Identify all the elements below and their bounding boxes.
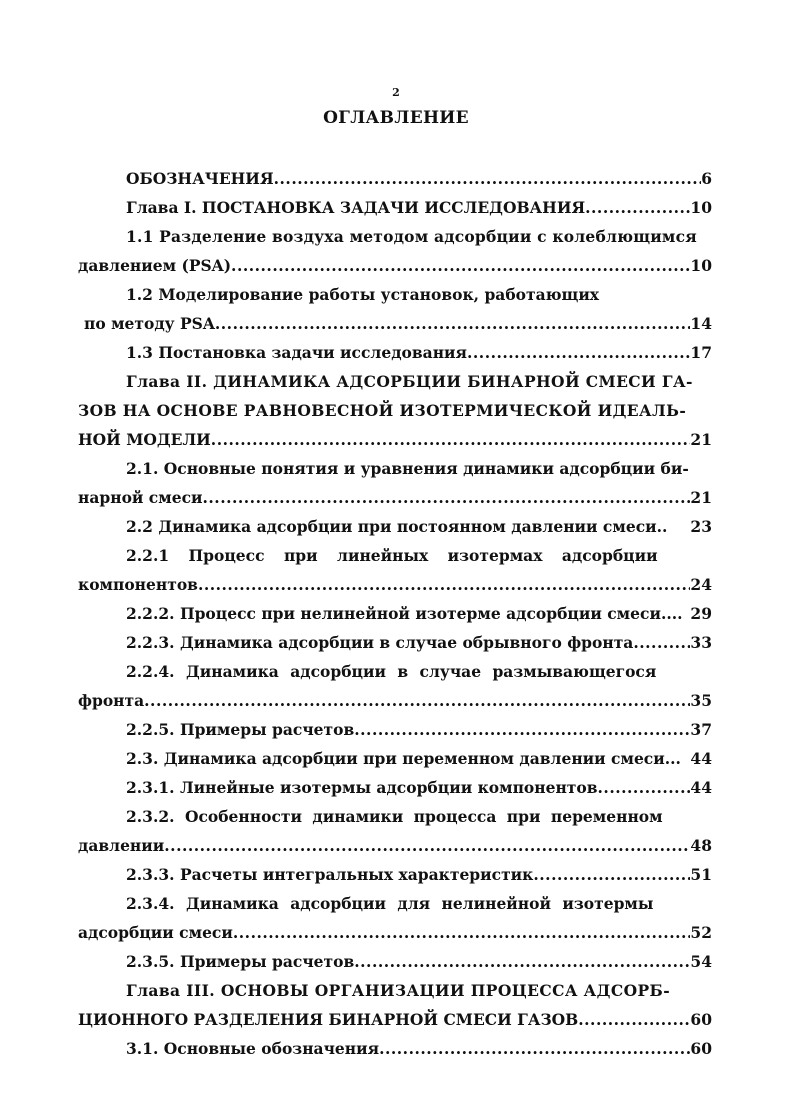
- toc-entry-chapter-2-line2: ЗОВ НА ОСНОВЕ РАВНОВЕСНОЙ ИЗОТЕРМИЧЕСКОЙ ИДЕАЛЬ-: [78, 401, 687, 420]
- toc-entry-2-3-4-line1: 2.3.4. Динамика адсорбции для нелинейной изотермы: [126, 894, 654, 913]
- toc-leader-dots: [144, 691, 690, 711]
- toc-entry-text: 2.3.5. Примеры расчетов: [126, 952, 355, 971]
- toc-leader-dots: [198, 575, 690, 595]
- toc-entry-text: давлением (PSA): [78, 256, 232, 275]
- toc-entry-1-3: [126, 343, 712, 363]
- toc-entry-page: 51: [690, 865, 712, 884]
- toc-entry-2-3-2: [78, 836, 712, 856]
- toc-entry-2-3: [126, 749, 712, 769]
- toc-entry-page: 21: [690, 488, 712, 507]
- toc-entry-2-2-1-line1: 2.2.1 Процесс при линейных изотермах адсорбции: [126, 546, 658, 565]
- toc-entry-text: нарной смеси: [78, 488, 203, 507]
- toc-entry-1-2-line1: 1.2 Моделирование работы установок, работающих: [126, 285, 600, 304]
- toc-entry-page: 10: [690, 198, 712, 217]
- toc-entry-2-2-5: [126, 720, 712, 740]
- toc-entry-text: 2.3.1. Линейные изотермы адсорбции компонентов: [126, 778, 598, 797]
- toc-leader-dots: [215, 314, 691, 334]
- toc-entry-2-3-5: [126, 952, 712, 972]
- toc-entry-notation: [126, 169, 712, 189]
- toc-entry-text: 2.2 Динамика адсорбции при постоянном давлении смеси..: [126, 517, 668, 536]
- toc-entry-text: 2.2.5. Примеры расчетов: [126, 720, 355, 739]
- page-title: ОГЛАВЛЕНИЕ: [323, 108, 469, 128]
- toc-entry-page: 54: [690, 952, 712, 971]
- toc-entry-page: 60: [690, 1039, 712, 1058]
- toc-entry-page: 37: [690, 720, 712, 739]
- toc-entry-chapter-3: [78, 1010, 712, 1030]
- toc-leader-dots: [578, 1010, 690, 1030]
- toc-leader-dots: [633, 633, 690, 653]
- toc-entry-text: 2.3.3. Расчеты интегральных характеристик: [126, 865, 534, 884]
- toc-entry-page: 44: [690, 778, 712, 797]
- toc-leader-dots: [379, 1039, 690, 1059]
- toc-entry-chapter-2: [78, 430, 712, 450]
- toc-entry-text: НОЙ МОДЕЛИ: [78, 430, 211, 449]
- toc-entry-text: Глава I. ПОСТАНОВКА ЗАДАЧИ ИССЛЕДОВАНИЯ: [126, 198, 586, 217]
- toc-entry-text: по методу PSA: [84, 314, 215, 333]
- toc-entry-2-2-2: [126, 604, 712, 624]
- toc-entry-page: 24: [690, 575, 712, 594]
- toc-leader-dots: [354, 952, 690, 972]
- toc-entry-chapter-3-line1: Глава III. ОСНОВЫ ОРГАНИЗАЦИИ ПРОЦЕССА АДСОРБ-: [126, 981, 671, 1000]
- toc-entry-page: 44: [690, 749, 712, 768]
- toc-entry-page: 60: [690, 1010, 712, 1029]
- toc-entry-text: 3.1. Основные обозначения: [126, 1039, 380, 1058]
- toc-leader-dots: [274, 169, 702, 189]
- toc-entry-page: 14: [690, 314, 712, 333]
- toc-leader-dots: [164, 836, 690, 856]
- toc-leader-dots: [233, 923, 691, 943]
- toc-entry-3-1: [126, 1039, 712, 1059]
- toc-leader-dots: [231, 256, 690, 276]
- toc-entry-chapter-1: [126, 198, 712, 218]
- toc-entry-text: ЦИОННОГО РАЗДЕЛЕНИЯ БИНАРНОЙ СМЕСИ ГАЗОВ: [78, 1010, 579, 1029]
- toc-leader-dots: [211, 430, 691, 450]
- toc-entry-text: ОБОЗНАЧЕНИЯ: [126, 169, 274, 188]
- toc-entry-2-1-line1: 2.1. Основные понятия и уравнения динамики адсорбции би-: [126, 459, 689, 478]
- toc-entry-page: 33: [690, 633, 712, 652]
- toc-entry-2-1: [78, 488, 712, 508]
- toc-leader-dots: [533, 865, 690, 885]
- toc-entry-text: 2.2.3. Динамика адсорбции в случае обрывного фронта: [126, 633, 634, 652]
- toc-entry-2-3-2-line1: 2.3.2. Особенности динамики процесса при переменном: [126, 807, 663, 826]
- toc-entry-text: 2.2.2. Процесс при нелинейной изотерме адсорбции смеси....: [126, 604, 683, 623]
- toc-entry-page: 10: [690, 256, 712, 275]
- toc-entry-2-3-3: [126, 865, 712, 885]
- toc-entry-text: давлении: [78, 836, 165, 855]
- toc-entry-page: 21: [690, 430, 712, 449]
- toc-entry-page: 23: [690, 517, 712, 536]
- toc-entry-page: 52: [690, 923, 712, 942]
- toc-leader-dots: [467, 343, 690, 363]
- toc-entry-text: 1.3 Постановка задачи исследования: [126, 343, 467, 362]
- page-number: 2: [392, 86, 400, 99]
- toc-entry-2-3-4: [78, 923, 712, 943]
- toc-entry-text: адсорбции смеси: [78, 923, 233, 942]
- toc-entry-text: 2.3. Динамика адсорбции при переменном давлении смеси...: [126, 749, 681, 768]
- toc-leader-dots: [354, 720, 690, 740]
- toc-entry-1-1: [78, 256, 712, 276]
- toc-entry-2-2-1: [78, 575, 712, 595]
- toc-leader-dots: [585, 198, 690, 218]
- toc-entry-page: 48: [690, 836, 712, 855]
- toc-entry-text: фронта: [78, 691, 145, 710]
- toc-entry-2-2-4: [78, 691, 712, 711]
- toc-entry-page: 35: [690, 691, 712, 710]
- toc-entry-chapter-2-line1: Глава II. ДИНАМИКА АДСОРБЦИИ БИНАРНОЙ СМЕСИ ГА-: [126, 372, 693, 391]
- toc-entry-page: 17: [690, 343, 712, 362]
- toc-entry-2-3-1: [126, 778, 712, 798]
- toc-entry-1-1-line1: 1.1 Разделение воздуха методом адсорбции с колеблющимся: [126, 227, 697, 246]
- toc-entry-2-2: [126, 517, 712, 537]
- toc-entry-page: 29: [690, 604, 712, 623]
- toc-entry-2-2-4-line1: 2.2.4. Динамика адсорбции в случае размывающегося: [126, 662, 657, 681]
- toc-entry-2-2-3: [126, 633, 712, 653]
- toc-entry-text: компонентов: [78, 575, 198, 594]
- toc-leader-dots: [203, 488, 691, 508]
- toc-leader-dots: [598, 778, 691, 798]
- toc-entry-page: 6: [701, 169, 712, 188]
- toc-entry-1-2: [84, 314, 712, 334]
